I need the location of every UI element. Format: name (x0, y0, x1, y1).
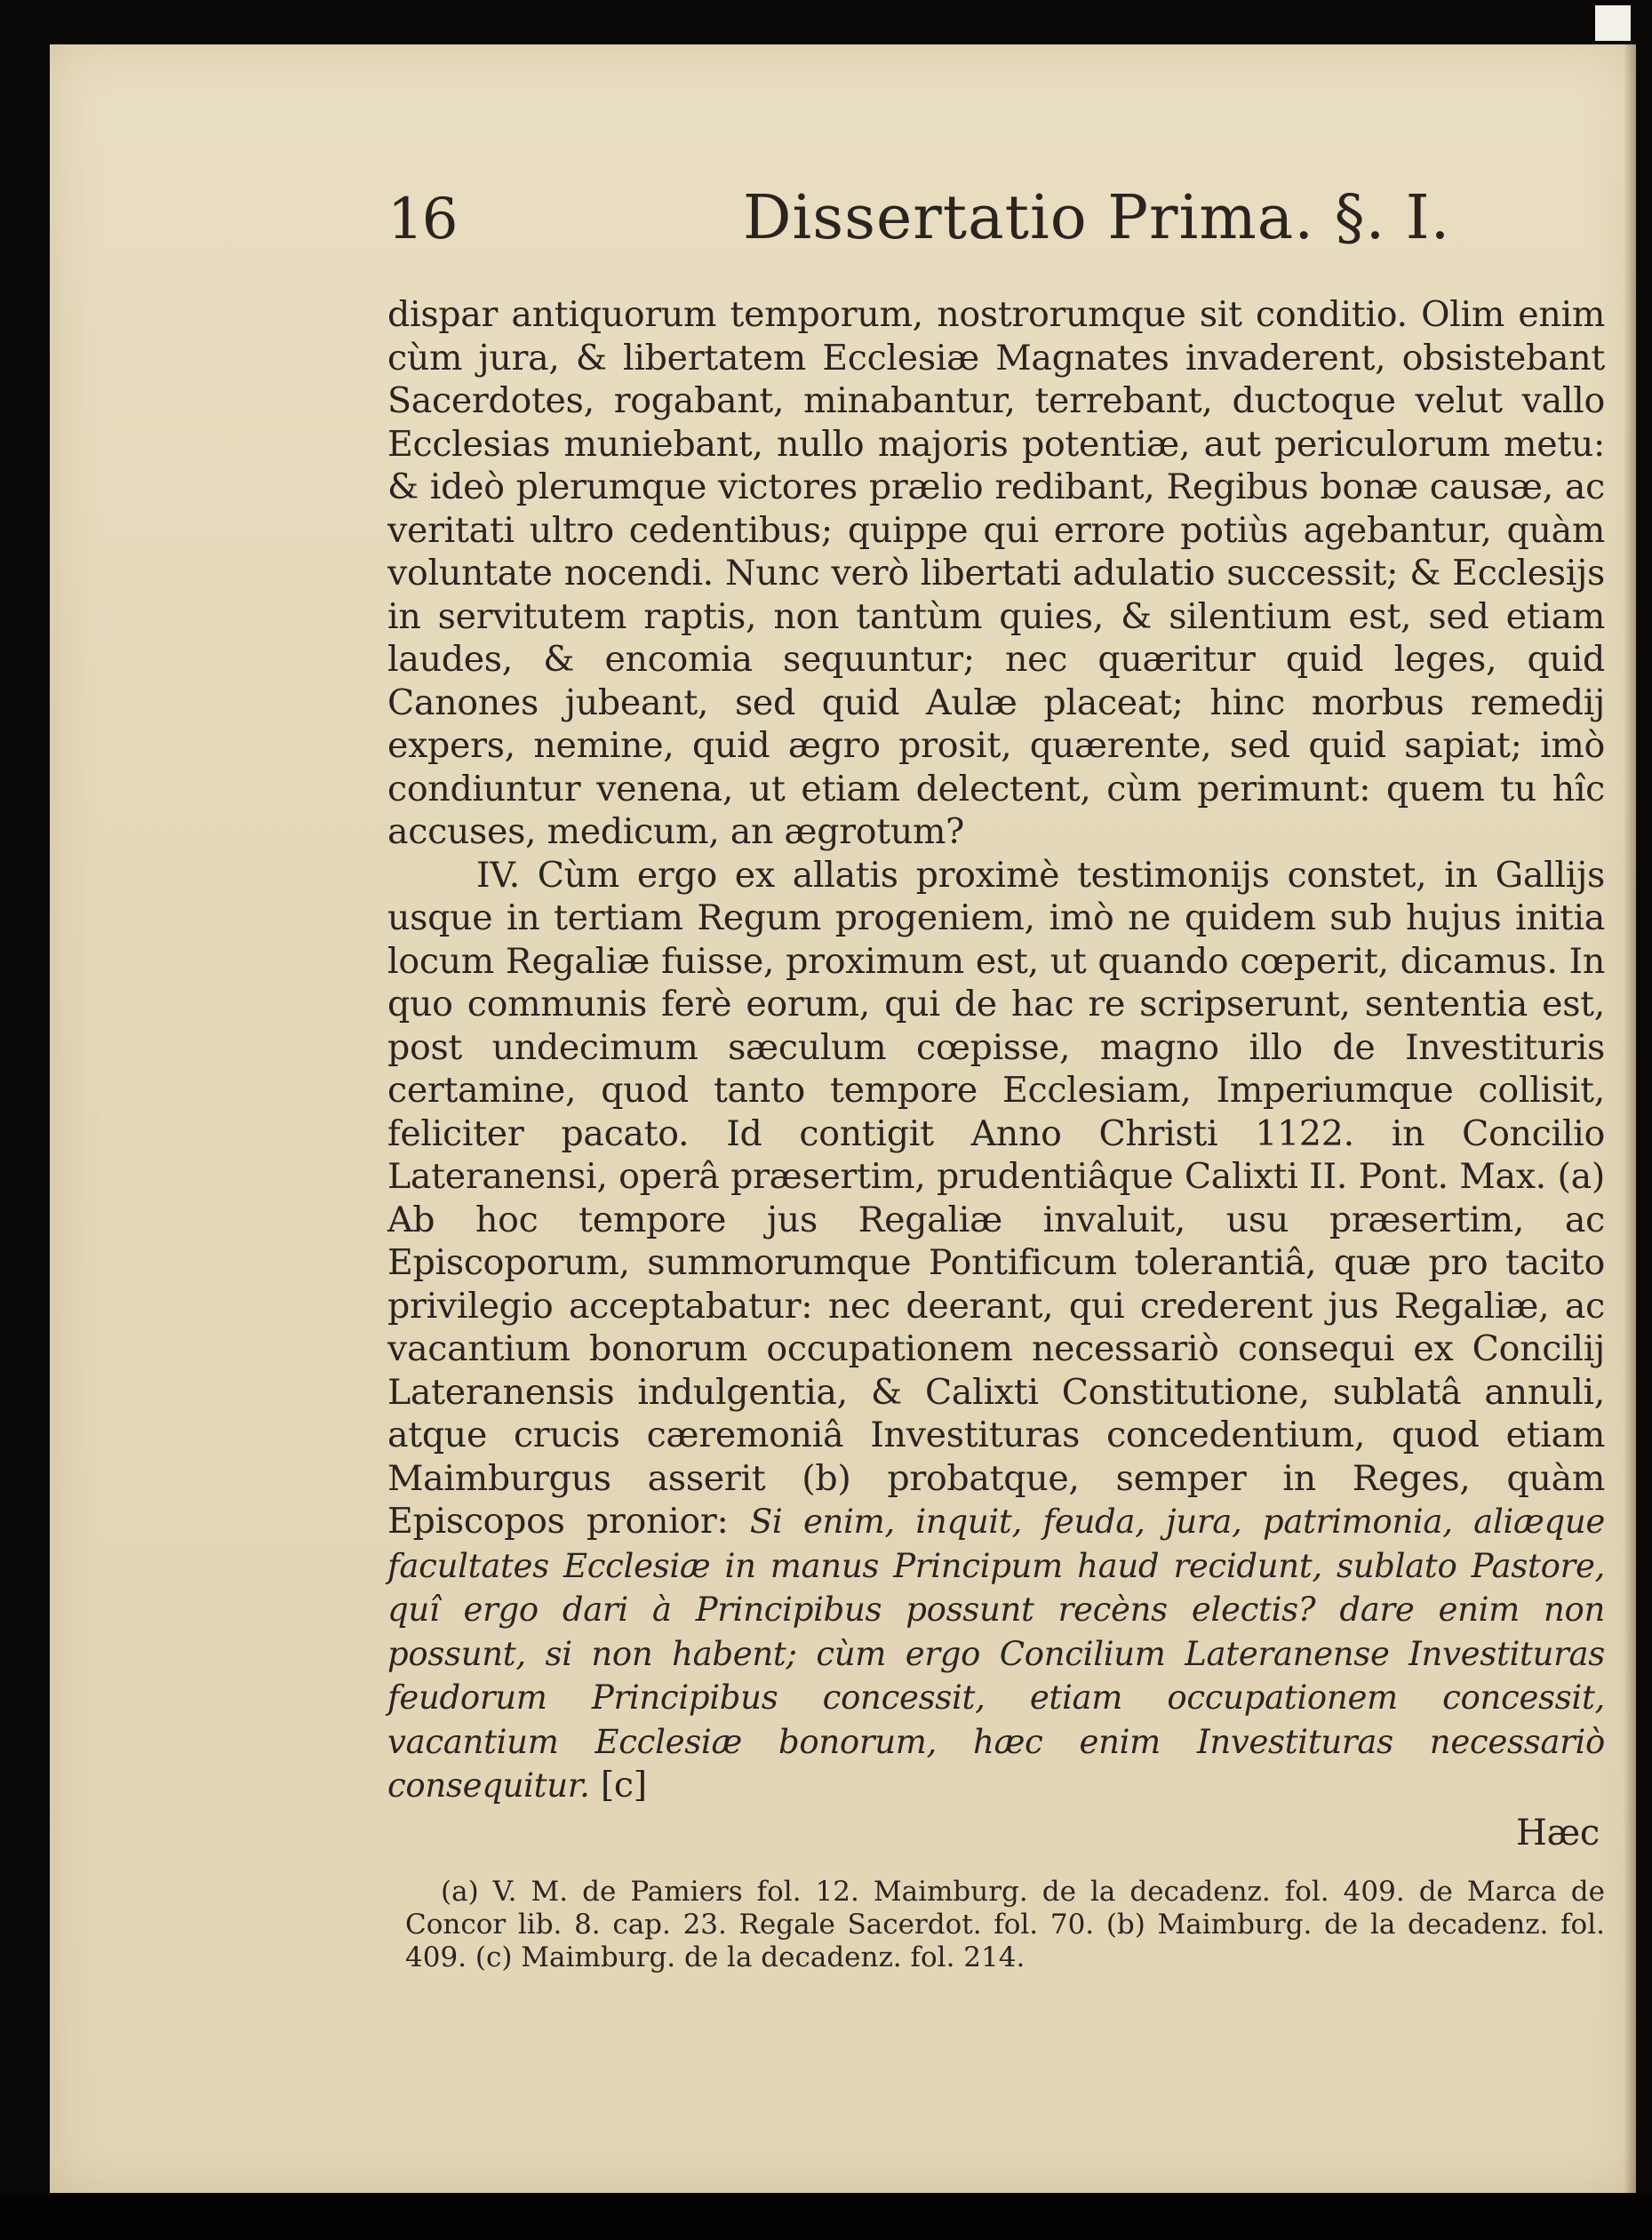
scan-bottom-band (0, 2195, 1652, 2240)
book-page (50, 44, 1636, 2193)
paragraph-2-text: IV. Cùm ergo ex allatis proximè testimonijs constet, in Gallijs usque in tertiam Regum progeniem, imò ne quidem sub hujus initia locum Regaliæ fuisse, proximum est, ut quando cœperit, dicamus. In quo communis ferè eorum, qui de hac re scripserunt, sententia est, post undecimum sæculum cœpisse, magno illo de Investituris certamine, quod tanto tempore Ecclesiam, Imperiumque collisit, feliciter pacato. Id contigit Anno Christi 1122. in Concilio Lateranensi, operâ præsertim, prudentiâque Calixti II. Pont. Max. (a) Ab hoc tempore jus Regaliæ invaluit, usu præsertim, ac Episcoporum, summorumque Pontificum tolerantiâ, quæ pro tacito privilegio acceptabatur: nec deerant, qui crederent jus Regaliæ, ac vacantium bonorum occupationem necessariò consequi ex Concilij Lateranensis indulgentia, & Calixti Constitutione, sublatâ annuli, atque crucis cæremoniâ Investituras concedentium, quod etiam Maimburgus asserit (b) probatque, semper in Reges, quàm Episcopos pronior: (387, 854, 1605, 1542)
quote-reference: [c] (600, 1765, 647, 1806)
text-block (387, 183, 1606, 1974)
scan-corner-mark (1595, 5, 1631, 41)
maimburg-quote: Si enim, inquit, feuda, jura, patrimonia, aliæque facultates Ecclesiæ in manus Principum haud recidunt, sublato Pastore, quî ergo dari à Principibus possunt recèns electis? dare enim non possunt, si non habent; cùm ergo Concilium Lateranense Investituras feudorum Principibus concessit, etiam occupationem concessit, vacantium Ecclesiæ bonorum, hæc enim Investituras necessariò consequitur. (387, 1503, 1606, 1805)
catchword: Hæc (1516, 1812, 1600, 1853)
page-number: 16 (387, 187, 457, 252)
footnote-text: (a) V. M. de Pamiers fol. 12. Maimburg. de la decadenz. fol. 409. de Marca de Concor lib. 8. cap. 23. Regale Sacerdot. fol. 70. (b) Maimburg. de la decadenz. fol. 409. (c) Maimburg. de la decadenz. fol. 214. (405, 1875, 1605, 1973)
footnotes (387, 1876, 1605, 1974)
running-title: Dissertatio Prima. §. I. (743, 183, 1451, 253)
page-header (387, 183, 1605, 293)
paragraph-1: dispar antiquorum temporum, nostrorumque sit conditio. Olim enim cùm jura, & libertatem Ecclesiæ Magnates invaderent, obsistebant Sacerdotes, rogabant, minabantur, terrebant, ductoque velut vallo Ecclesias muniebant, nullo majoris potentiæ, aut periculorum metu: & ideò plerumque victores prælio redibant, Regibus bonæ causæ, ac veritati ultro cedentibus; quippe qui errore potiùs agebantur, quàm voluntate nocendi. Nunc verò libertati adulatio successit; & Ecclesijs in servitutem raptis, non tantùm quies, & silentium est, sed etiam laudes, & encomia sequuntur; nec quæritur quid leges, quid Canones jubeant, sed quid Aulæ placeat; hinc morbus remedij expers, nemine, quid ægro prosit, quærente, sed quid sapiat; imò condiuntur venena, ut etiam delectent, cùm perimunt: quem tu hîc accuses, medicum, an ægrotum? (387, 294, 1605, 852)
page-edge-shadow (1624, 44, 1636, 2193)
paragraph-2 (387, 854, 1605, 1808)
body-text (387, 293, 1605, 1854)
